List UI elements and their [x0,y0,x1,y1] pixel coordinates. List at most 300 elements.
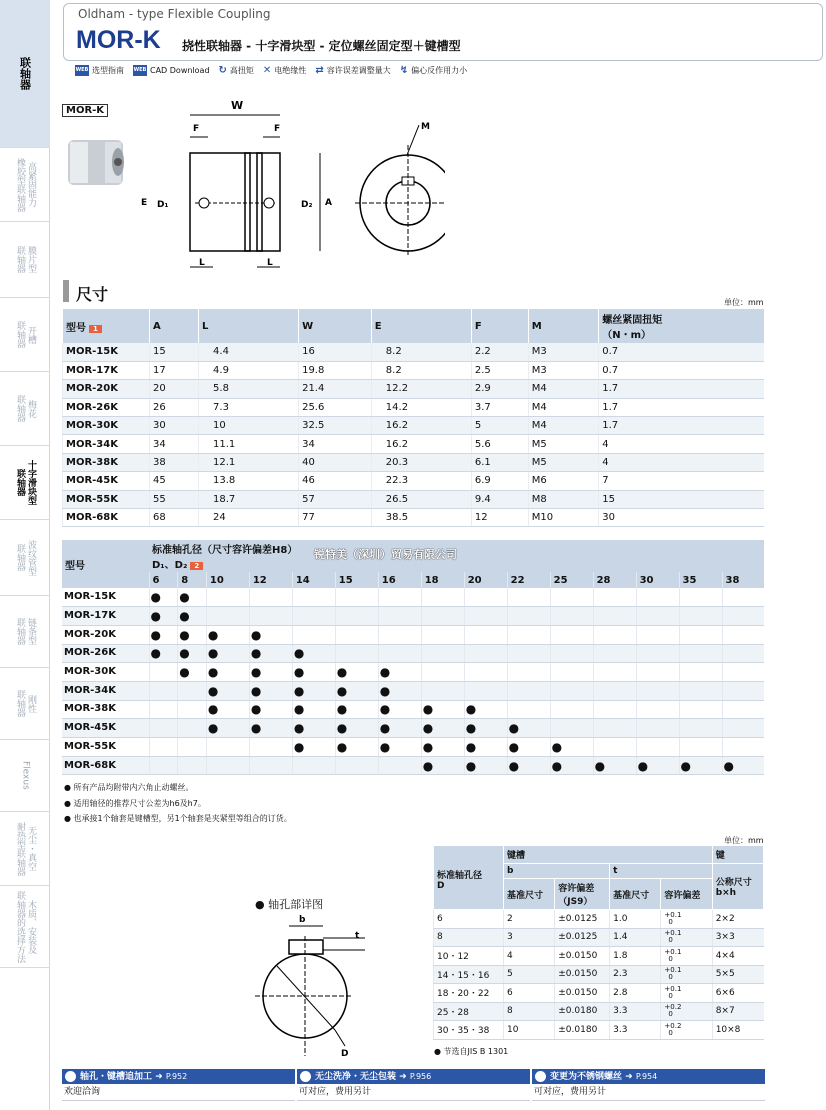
feature-link-2[interactable] [219,65,254,76]
arrow-icon: ➜ [622,1072,636,1082]
mark-cell [178,644,207,663]
mark-cell [249,756,292,775]
feature-link-1[interactable] [133,65,210,76]
footer-page: P.952 [165,1072,188,1081]
sidebar-tab-label: 高紧固能力 橡胶型联轴器 [15,157,36,212]
mark-cell [464,738,507,757]
diameter-header: 8 [178,572,207,588]
mark-dot: ● [551,739,563,754]
mark-cell [507,607,550,626]
feature-link-0[interactable] [75,65,124,76]
mark-cell [292,663,335,682]
cell: 2.9 [471,380,528,398]
front-view-drawing [135,95,345,275]
mark-cell [149,719,178,738]
tol-upper: +0.1 [664,929,682,938]
mark-dot: ● [465,702,477,717]
mark-cell [206,681,249,700]
mark-cell [550,681,593,700]
sidebar-tab-7[interactable] [0,596,50,668]
mark-cell [722,663,764,682]
cell: 4 [599,435,764,453]
cell: 38 [150,453,199,471]
col-header [371,309,471,343]
mark-cell [178,607,207,626]
mark-cell [464,588,507,607]
mark-cell [149,625,178,644]
mark-cell [378,738,421,757]
mark-cell [249,607,292,626]
cell: M4 [528,417,598,435]
model-cell: MOR-55K [62,738,149,757]
footer-body: 可对应，费用另计 [532,1084,765,1101]
cell: MOR-30K [63,417,150,435]
cell: 2 [504,910,555,929]
feature-link-5[interactable] [400,65,467,76]
cell: 16 [299,343,372,361]
cell: 22.3 [371,472,471,490]
dim-d1: D₁ [157,200,169,210]
mark-cell [464,663,507,682]
mark-cell [178,681,207,700]
diameter-header: 12 [249,572,292,588]
dim-l2: L [267,258,273,268]
mark-cell [206,756,249,775]
cell: 1.8 [610,947,661,966]
mark-cell [636,607,679,626]
mark-cell [249,681,292,700]
mark-cell [507,738,550,757]
col-header [299,309,372,343]
mark-cell [636,588,679,607]
model-cell: MOR-20K [62,625,149,644]
mark-cell [335,644,378,663]
mark-cell [178,663,207,682]
mark-cell [335,663,378,682]
cell: 20 [150,380,199,398]
col-header: 公称尺寸 b×h [712,864,763,910]
mark-cell [335,607,378,626]
tolerance [664,967,708,981]
mark-dot: ● [723,758,734,773]
note-1: ● 所有产品均附带内六角止动螺丝。 [64,783,194,792]
mark-cell [206,663,249,682]
cell: 1.4 [610,928,661,947]
tolerance-cell [661,910,712,929]
model-cell: MOR-45K [62,719,149,738]
mark-cell [593,663,636,682]
mark-cell [636,625,679,644]
mark-cell [421,738,464,757]
mark-cell [292,681,335,700]
cell: 6 [434,910,504,929]
tol-lower: 0 [668,991,673,1000]
mark-cell [550,663,593,682]
table-row [62,663,764,682]
sidebar-tab-label: 梅花 联轴器 [15,395,36,422]
mark-cell [335,588,378,607]
mark-cell [679,700,722,719]
cell: 1.7 [599,417,764,435]
mark-cell [292,588,335,607]
elec-icon: ✕ [262,64,272,76]
mark-cell [464,681,507,700]
table-row [62,644,764,663]
cell: 24 [199,509,299,527]
cell: 25.6 [299,398,372,416]
table-row [62,607,764,626]
table-row [62,738,764,757]
tol-lower: 0 [668,1010,673,1019]
mark-dot: ● [179,609,190,624]
cell: 16.2 [371,435,471,453]
cell: 10 [199,417,299,435]
col-header: 键槽 [504,846,713,864]
mark-cell [421,607,464,626]
mark-cell [679,738,722,757]
cell: 15 [150,343,199,361]
mark-cell [421,681,464,700]
mark-cell [421,644,464,663]
cell: M4 [528,380,598,398]
sidebar-tab-8[interactable] [0,668,50,740]
mark-cell [722,644,764,663]
diameter-header: 16 [378,572,421,588]
sidebar-tab-3[interactable] [0,298,50,372]
mark-dot: ● [465,739,477,754]
mark-cell [335,738,378,757]
mark-dot: ● [465,758,477,773]
table-row [434,1002,764,1021]
mark-cell [149,607,178,626]
mark-cell [679,756,722,775]
mark-cell [636,719,679,738]
source-note: ● 节选自JIS B 1301 [434,1047,509,1056]
mark-cell [679,681,722,700]
cell: 13.8 [199,472,299,490]
mark-cell [550,719,593,738]
diameter-header: 6 [149,572,178,588]
diameter-header: 10 [206,572,249,588]
mark-cell [636,663,679,682]
cell: 40 [299,453,372,471]
mark-cell [507,663,550,682]
mark-cell [149,663,178,682]
keyway-table [433,845,764,1040]
footer-header [62,1069,295,1084]
mark-dot: ● [379,665,391,680]
footer-body: 可对应，费用另计 [297,1084,530,1101]
table-row [63,435,765,453]
mark-dot: ● [508,721,520,736]
footer-link-1[interactable] [297,1069,530,1101]
cell: MOR-38K [63,453,150,471]
note-badge-2: 2 [190,562,203,570]
mark-cell [722,607,764,626]
sidebar-tab-9[interactable] [0,740,50,812]
mark-cell [464,700,507,719]
diameter-header: 20 [464,572,507,588]
mark-dot: ● [336,665,348,680]
footer-body: 欢迎洽询 [62,1084,295,1101]
mark-dot: ● [250,721,262,736]
mark-cell [149,588,178,607]
table-row [63,343,765,361]
mark-dot: ● [508,739,520,754]
cell: 34 [299,435,372,453]
cell: ±0.0125 [555,928,610,947]
mark-cell [636,644,679,663]
cell: 15 [599,490,764,508]
rev-icon: ↯ [399,64,409,76]
cell: 34 [150,435,199,453]
sidebar-tab-4[interactable] [0,372,50,446]
mark-cell [378,719,421,738]
mark-dot: ● [422,702,434,717]
tol-upper: +0.1 [664,966,682,975]
feature-link-3[interactable] [263,65,306,76]
cell: 4 [599,453,764,471]
mark-cell [679,719,722,738]
mark-dot: ● [207,646,219,661]
tolerance-cell [661,1021,712,1040]
mark-cell [593,738,636,757]
mark-cell [593,625,636,644]
sidebar-tab-label: 十字滑块型 联轴器 [15,460,36,505]
cell: MOR-34K [63,435,150,453]
mark-cell [378,644,421,663]
col-header-label: 螺丝紧固扭矩 （N・m） [602,315,663,341]
mark-cell [249,738,292,757]
mark-cell [421,625,464,644]
mark-cell [249,644,292,663]
table-row [63,509,765,527]
sidebar-tab-label: 木质、安装及 联轴器的选择方法 [15,890,36,963]
cell: 1.7 [599,398,764,416]
footer-link-2[interactable] [532,1069,765,1101]
table-row [434,947,764,966]
cell: MOR-26K [63,398,150,416]
col-header: 标准轴孔径 D [434,846,504,910]
tol-lower: 0 [668,1028,673,1037]
mark-cell [679,663,722,682]
cell: 32.5 [299,417,372,435]
dim-w: W [231,99,244,112]
tol-upper: +0.1 [664,947,682,956]
cell: 6.1 [471,453,528,471]
keyway-title: ● 轴孔部详图 [255,898,324,911]
cell: 11.1 [199,435,299,453]
table-row [434,910,764,929]
web-icon: WEB [133,65,147,76]
mark-cell [335,681,378,700]
cell: 46 [299,472,372,490]
feature-link-4[interactable] [315,65,390,76]
diameter-header: 38 [722,572,764,588]
cell: 18.7 [199,490,299,508]
cell: 3.7 [471,398,528,416]
footer-title: 轴孔・键槽追加工 [80,1072,153,1082]
sidebar-tab-11[interactable] [0,886,50,968]
cell: 3.3 [610,1002,661,1021]
model-header: 型号 [62,540,149,588]
cell: 0.7 [599,343,764,361]
cell: M3 [528,343,598,361]
dim-e: E [141,198,148,208]
mark-cell [378,756,421,775]
cell: 4 [504,947,555,966]
cell: 5.6 [471,435,528,453]
cell: 8 [434,928,504,947]
mark-dot: ● [207,721,219,736]
mark-dot: ● [150,627,161,642]
mark-cell [550,588,593,607]
dim-a: A [325,198,332,208]
footer-page: P.956 [409,1072,432,1081]
table-row [62,756,764,775]
mark-dot: ● [422,739,434,754]
sidebar-tab-2[interactable] [0,222,50,298]
mark-cell [378,681,421,700]
mark-cell [378,588,421,607]
mark-cell [593,607,636,626]
sidebar-tab-10[interactable] [0,812,50,886]
dim-f2: F [274,124,281,134]
mark-cell [335,756,378,775]
col-header-label: F [474,320,482,332]
cell: 18・20・22 [434,984,504,1003]
feature-link-label: 偏心反作用力小 [411,65,468,75]
ecc-icon: ⇄ [315,64,324,76]
cell: 4×4 [712,947,763,966]
mark-cell [249,663,292,682]
cell: 4.4 [199,343,299,361]
mark-dot: ● [637,758,649,773]
mark-cell [550,738,593,757]
unit-label: 单位：mm [724,298,764,307]
diameter-header: 15 [335,572,378,588]
cell: 17 [150,361,199,379]
mark-cell [178,738,207,757]
cell: 2×2 [712,910,763,929]
mark-cell [206,644,249,663]
sidebar-tab-label: 联轴器 [18,57,32,90]
footer-link-0[interactable] [62,1069,295,1101]
mark-dot: ● [336,721,348,736]
cell: 8.2 [371,361,471,379]
mark-cell [149,738,178,757]
mark-cell [722,756,764,775]
mark-cell [378,607,421,626]
cell: 12.1 [199,453,299,471]
mark-cell [292,700,335,719]
mark-cell [292,719,335,738]
key-b-label: b [299,915,306,925]
tolerance-cell [661,965,712,984]
cell: M5 [528,453,598,471]
cell: 38.5 [371,509,471,527]
section-bar [63,280,69,302]
table-row [63,417,765,435]
mark-cell [507,588,550,607]
col-header [471,309,528,343]
footer-page: P.954 [635,1072,658,1081]
sidebar-tab-5[interactable] [0,446,50,520]
mark-dot: ● [551,758,563,773]
col-header: 键 [712,846,763,864]
sidebar-tab-0[interactable] [0,0,50,148]
bore-header [62,540,764,572]
cell: 2.8 [610,984,661,1003]
mark-cell [206,700,249,719]
sidebar-tab-6[interactable] [0,520,50,596]
col-header: 基准尺寸 [610,879,661,910]
cell: MOR-55K [63,490,150,508]
tolerance [664,1023,708,1037]
tolerance [664,912,708,926]
key-d-label: D [341,1049,349,1058]
sidebar-tab-1[interactable] [0,148,50,222]
cell: 10・12 [434,947,504,966]
cell: 3.3 [610,1021,661,1040]
cell: M5 [528,435,598,453]
cell: ±0.0150 [555,984,610,1003]
tolerance [664,930,708,944]
mark-cell [593,644,636,663]
cell: 7.3 [199,398,299,416]
mark-cell [335,625,378,644]
mark-cell [178,719,207,738]
footer-header [297,1069,530,1084]
cell: 20.3 [371,453,471,471]
table-row [434,1021,764,1040]
mark-cell [507,719,550,738]
mark-cell [722,588,764,607]
col-header-label: E [374,320,382,332]
cell: 2.3 [610,965,661,984]
sidebar-tab-label: 波纹管型 联轴器 [15,539,36,576]
cell: 25・28 [434,1002,504,1021]
unit-label-2: 单位：mm [724,836,764,845]
sidebar-tab-label: 无尘・真空 耐热型联轴器 [15,821,36,876]
cell: 12.2 [371,380,471,398]
cell: 10×8 [712,1021,763,1040]
mark-cell [679,644,722,663]
sidebar-tab-label: 链条型 联轴器 [15,618,36,645]
cell: ±0.0125 [555,910,610,929]
cell: 5×5 [712,965,763,984]
mark-cell [149,644,178,663]
mark-cell [292,607,335,626]
mark-cell [593,588,636,607]
mark-dot: ● [680,758,692,773]
cell: 2.5 [471,361,528,379]
cell: 3 [504,928,555,947]
footer-header [532,1069,765,1084]
cell: MOR-20K [63,380,150,398]
dim-f1: F [193,124,200,134]
mark-dot: ● [250,683,262,698]
cell: 30 [150,417,199,435]
mark-cell [249,700,292,719]
header-subtitle: Oldham - type Flexible Coupling [78,7,271,21]
cell: 0.7 [599,361,764,379]
mark-cell [550,644,593,663]
feature-link-label: 容许误差调整量大 [326,65,391,75]
dimension-table [62,309,764,527]
feature-links [75,62,476,78]
table-row [434,984,764,1003]
